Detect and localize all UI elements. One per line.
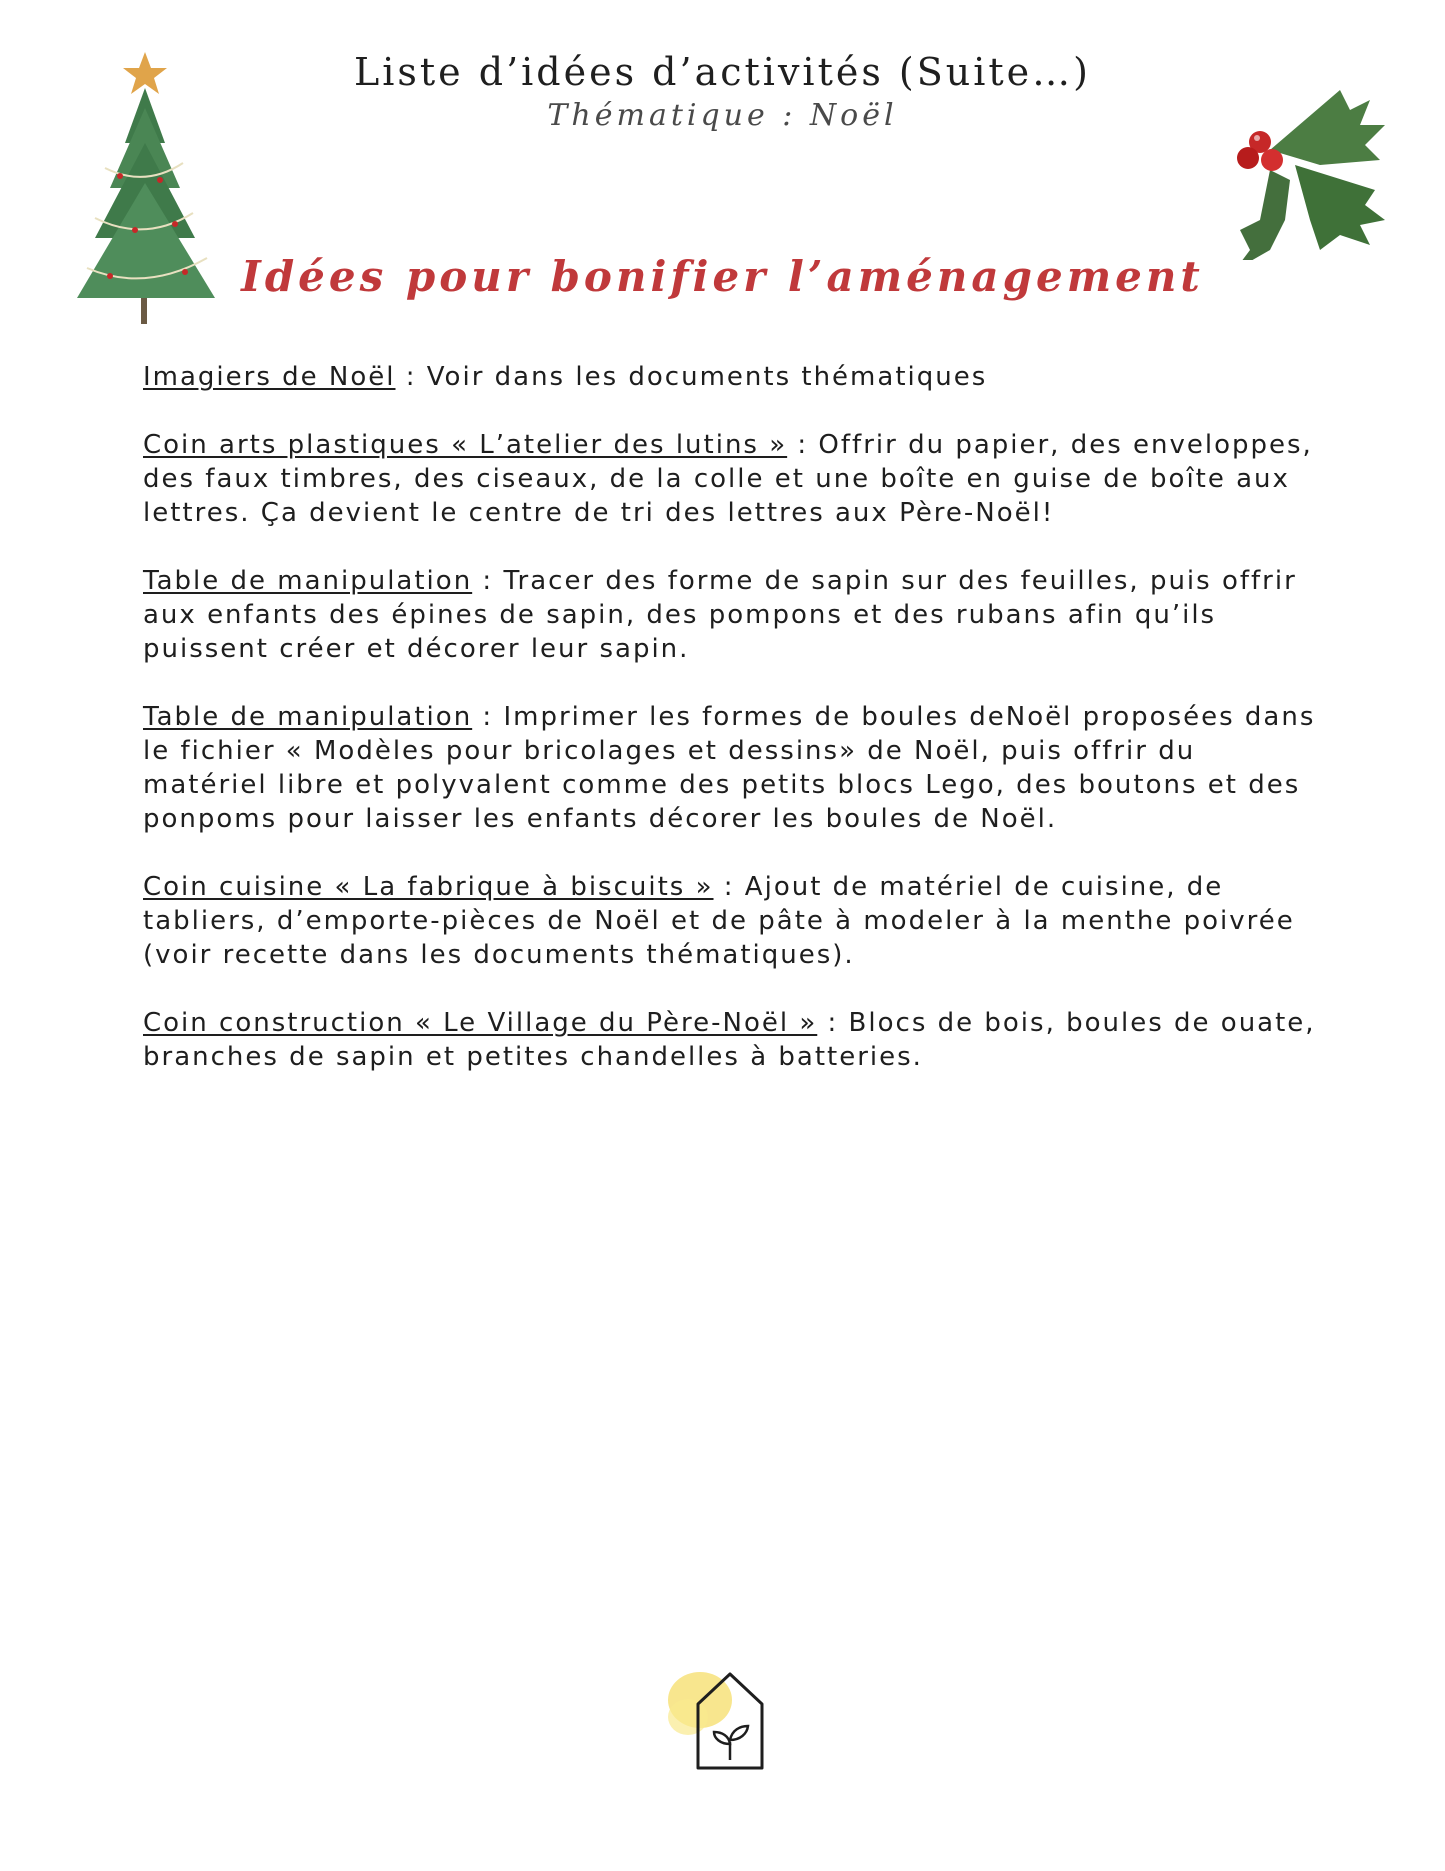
activity-text: : Offrir du papier, des enveloppes, des faux timbres, des ciseaux, de la colle et une boîte en guise de boîte aux lettres. Ça devient le centre de tri des lettres aux Père-Noël! (143, 430, 1313, 528)
activity-text: : Ajout de matériel de cuisine, de tabliers, d’emporte-pièces de Noël et de pâte à modeler à la menthe poivrée (voir recette dans les documents thématiques). (143, 872, 1295, 970)
activity-text: : Tracer des forme de sapin sur des feuilles, puis offrir aux enfants des épines de sapin, des pompons et des rubans afin qu’ils puissent créer et décorer leur sapin. (143, 566, 1297, 664)
page-subtitle: Thématique : Noël (547, 98, 898, 133)
activity-label: Coin cuisine « La fabrique à biscuits » (143, 872, 714, 902)
activity-label: Imagiers de Noël (143, 362, 396, 392)
activity-list (143, 360, 1323, 1108)
activity-paragraph (143, 1006, 1323, 1074)
activity-label: Coin construction « Le Village du Père-Noël » (143, 1008, 818, 1038)
activity-label: Coin arts plastiques « L’atelier des lutins » (143, 430, 788, 460)
activity-paragraph (143, 564, 1323, 666)
activity-label: Table de manipulation (143, 702, 473, 732)
activity-paragraph (143, 700, 1323, 836)
activity-paragraph (143, 428, 1323, 530)
house-sprout-logo-icon (660, 1662, 780, 1772)
activity-paragraph (143, 870, 1323, 972)
activity-text: : Imprimer les formes de boules deNoël proposées dans le fichier « Modèles pour bricolages et dessins» de Noël, puis offrir du matériel libre et polyvalent comme des petits blocs Lego, des boutons et des ponpoms pour laisser les enfants décorer les boules de Noël. (143, 702, 1316, 834)
activity-text: : Blocs de bois, boules de ouate, branches de sapin et petites chandelles à batteries. (143, 1008, 1316, 1072)
activity-text: : Voir dans les documents thématiques (395, 362, 988, 392)
activity-paragraph (143, 360, 1323, 394)
page-title: Liste d’idées d’activités (Suite…) (354, 50, 1091, 94)
activity-label: Table de manipulation (143, 566, 473, 596)
section-title: Idées pour bonifier l’aménagement (241, 252, 1204, 301)
